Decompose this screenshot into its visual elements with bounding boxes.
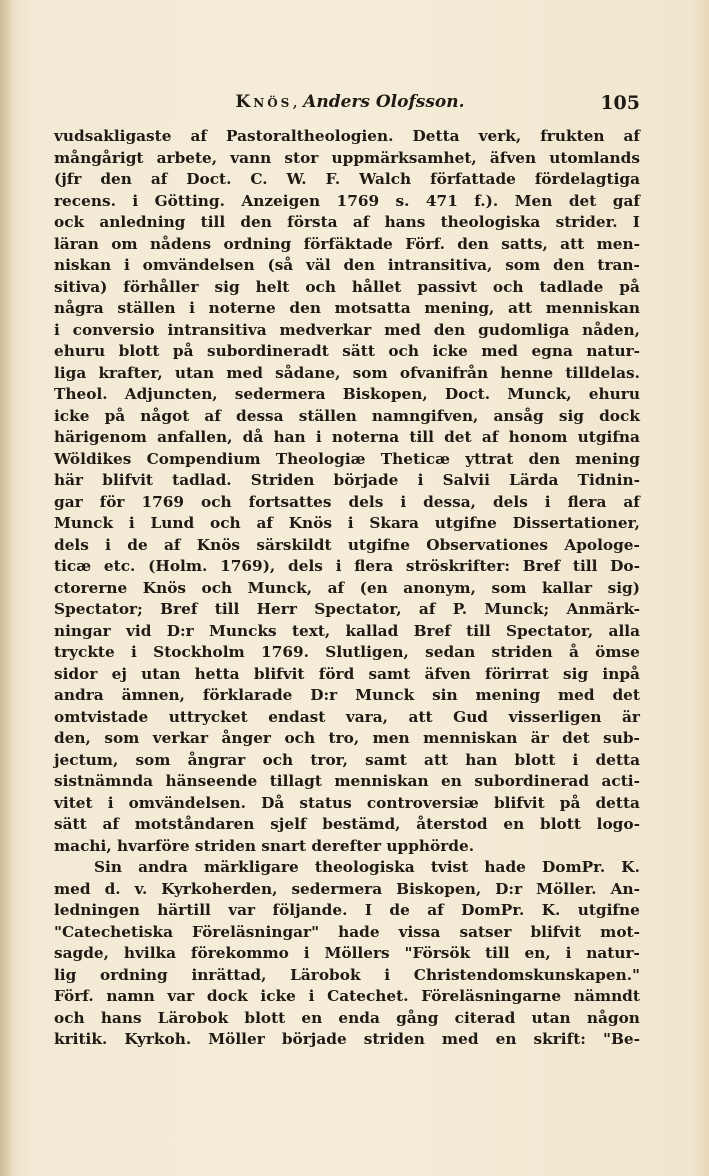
text-line: dels i de af Knös särskildt utgifne Observationes Apologe-	[54, 535, 640, 554]
text-line: tryckte i Stockholm 1769. Slutligen, sedan striden å ömse	[54, 643, 640, 661]
text-line: sätt af motståndaren sjelf bestämd, återstod en blott logo-	[54, 815, 640, 833]
text-line: "Catechetiska Föreläsningar" hade vissa satser blifvit mot-	[54, 922, 640, 941]
text-line: andra ämnen, förklarade D:r Munck sin mening med det	[54, 686, 640, 704]
text-line: sidor ej utan hetta blifvit förd samt äfven förirrat sig inpå	[54, 664, 640, 683]
text-line: härigenom anfallen, då han i noterna till det af honom utgifna	[54, 428, 640, 446]
text-line: Munck i Lund och af Knös i Skara utgifne Dissertationer,	[54, 514, 640, 532]
text-line: ock anledning till den första af hans theologiska strider. I	[54, 213, 640, 231]
running-head-separator: ,	[292, 92, 298, 112]
text-line: Sin andra märkligare theologiska tvist hade DomPr. K.	[94, 858, 640, 876]
text-line: liga krafter, utan med sådane, som ofvanifrån henne tilldelas.	[54, 363, 640, 382]
text-line: med d. v. Kyrkoherden, sedermera Biskopen, D:r Möller. An-	[54, 879, 640, 898]
text-line: läran om nådens ordning förfäktade Förf. den satts, att men-	[54, 234, 640, 253]
text-line: ehuru blott på subordineradt sätt och icke med egna natur-	[54, 342, 640, 360]
running-head-surname: Knös	[235, 92, 293, 112]
text-line: (jfr den af Doct. C. W. F. Walch författade fördelagtiga	[54, 170, 640, 188]
text-line: ctorerne Knös och Munck, af (en anonym, som kallar sig)	[54, 578, 640, 597]
text-line: den, som verkar ånger och tro, men menniskan är det sub-	[54, 729, 640, 747]
text-line: ningar vid D:r Muncks text, kallad Bref till Spectator, alla	[54, 621, 640, 640]
text-line: kritik. Kyrkoh. Möller började striden med en skrift: "Be-	[54, 1030, 640, 1048]
text-line: recens. i Götting. Anzeigen 1769 s. 471 f.). Men det gaf	[54, 191, 640, 210]
text-line: vudsakligaste af Pastoraltheologien. Detta verk, frukten af	[54, 127, 640, 145]
binding-shadow	[0, 0, 14, 1176]
text-line: mångårigt arbete, vann stor uppmärksamhet, äfven utomlands	[54, 148, 640, 167]
text-line: Wöldikes Compendium Theologiæ Theticæ yttrat den mening	[54, 449, 640, 468]
text-line: ticæ etc. (Holm. 1769), dels i flera ströskrifter: Bref till Do-	[54, 557, 640, 575]
text-line: Förf. namn var dock icke i Catechet. Föreläsningarne nämndt	[54, 987, 640, 1005]
text-line: här blifvit tadlad. Striden började i Salvii Lärda Tidnin-	[54, 471, 640, 489]
text-line: Theol. Adjuncten, sedermera Biskopen, Doct. Munck, ehuru	[54, 385, 640, 403]
text-line: sitiva) förhåller sig helt och hållet passivt och tadlade på	[54, 277, 640, 296]
running-head-given-name: Anders Olofsson.	[303, 92, 465, 112]
page-header	[60, 92, 640, 118]
text-line: Spectator; Bref till Herr Spectator, af P. Munck; Anmärk-	[54, 600, 640, 618]
text-line: niskan i omvändelsen (så väl den intransitiva, som den tran-	[54, 256, 640, 274]
text-line: jectum, som ångrar och tror, samt att han blott i detta	[54, 750, 640, 769]
text-line: sistnämnda hänseende tillagt menniskan en subordinerad acti-	[54, 772, 640, 790]
running-head	[60, 92, 640, 112]
body-text	[54, 126, 640, 1051]
text-line: ledningen härtill var följande. I de af DomPr. K. utgifne	[54, 901, 640, 919]
text-line: omtvistade uttrycket endast vara, att Gud visserligen är	[54, 707, 640, 726]
text-line: vitet i omvändelsen. Då status controversiæ blifvit på detta	[54, 793, 640, 812]
page-number: 105	[600, 92, 640, 114]
text-line: i conversio intransitiva medverkar med den gudomliga nåden,	[54, 320, 640, 339]
text-line: sagde, hvilka förekommo i Möllers "Försök till en, i natur-	[54, 944, 640, 962]
text-line: icke på något af dessa ställen namngifven, ansåg sig dock	[54, 406, 640, 425]
text-line: och hans Lärobok blott en enda gång citerad utan någon	[54, 1008, 640, 1027]
text-line: lig ordning inrättad, Lärobok i Christendomskunskapen."	[54, 965, 640, 984]
text-line: machi, hvarföre striden snart derefter upphörde.	[54, 836, 475, 855]
text-line: gar för 1769 och fortsattes dels i dessa, dels i flera af	[54, 492, 640, 511]
text-line: några ställen i noterne den motsatta mening, att menniskan	[54, 299, 640, 317]
